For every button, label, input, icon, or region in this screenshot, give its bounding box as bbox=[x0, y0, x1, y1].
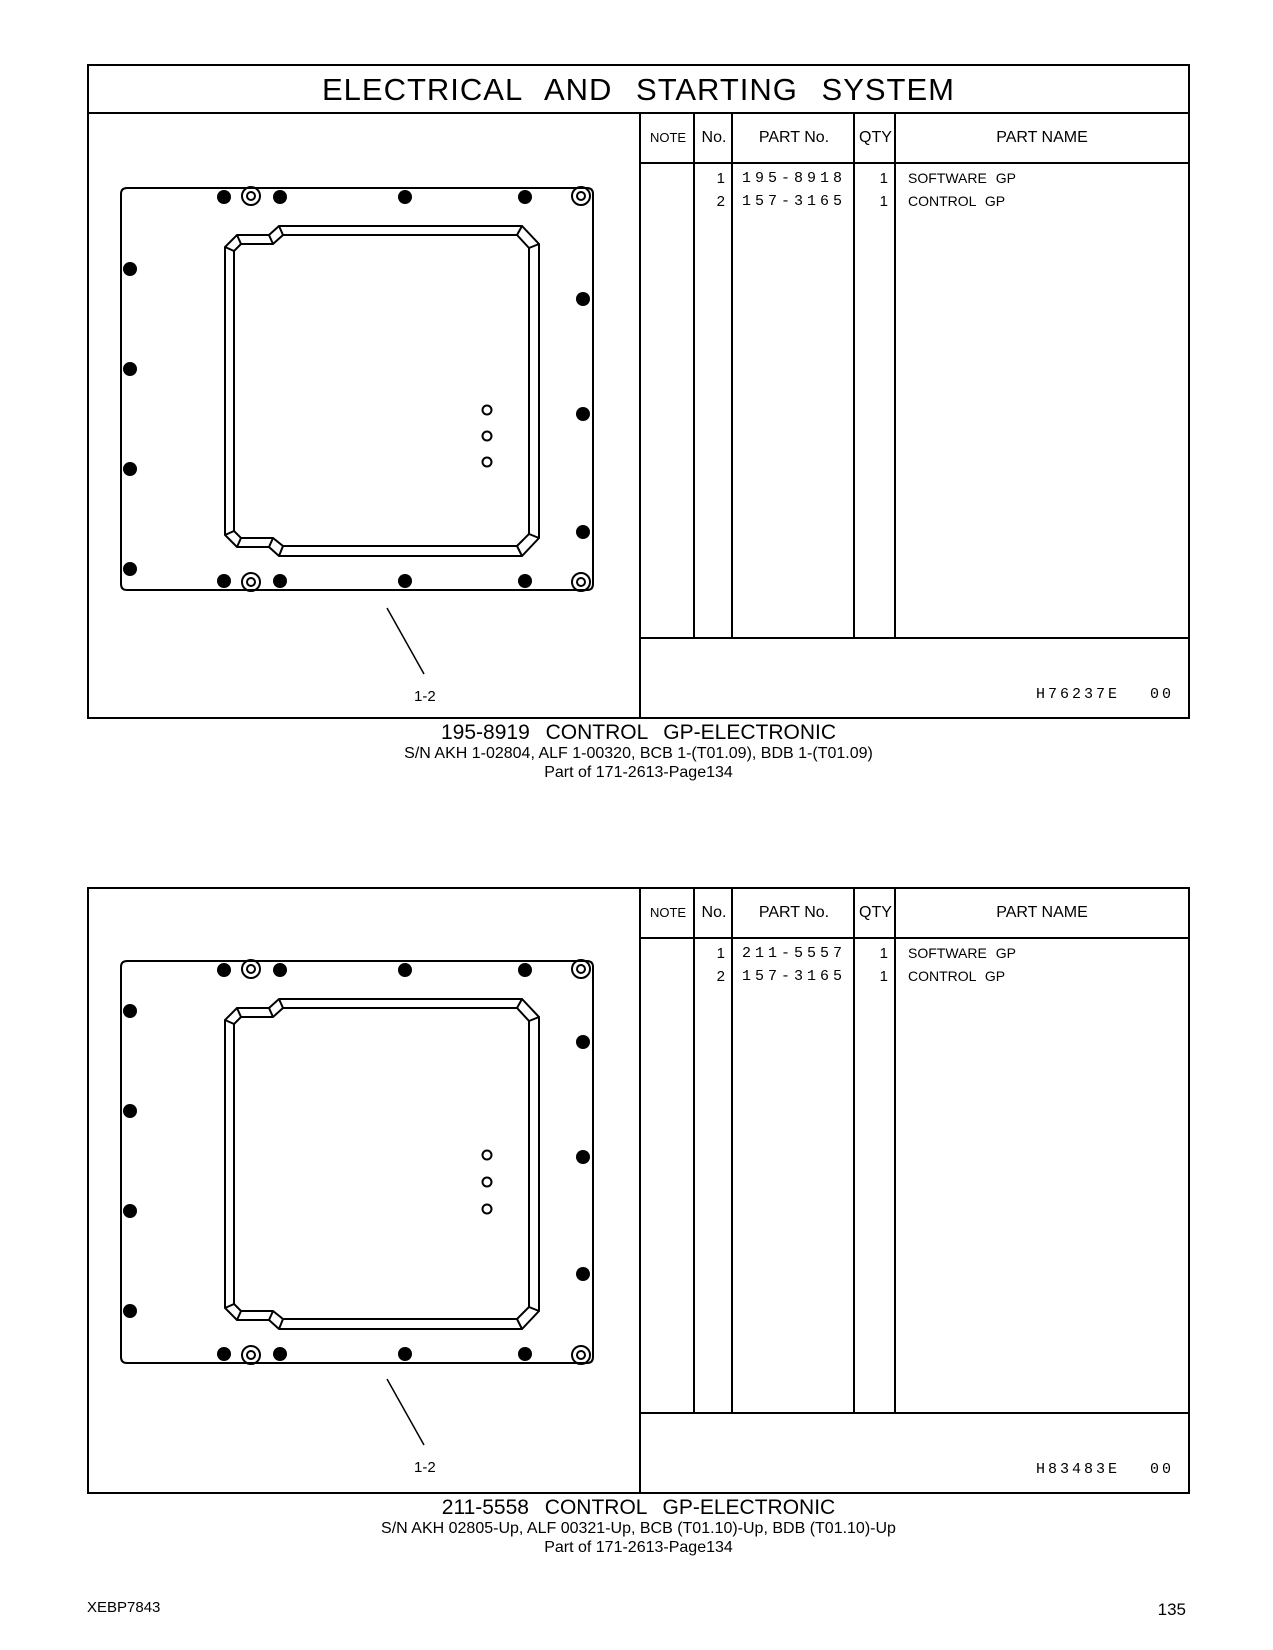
table-body bbox=[641, 937, 1188, 1414]
parts-panel-1 bbox=[87, 64, 1190, 719]
item-number: 2 bbox=[716, 968, 725, 985]
table-row bbox=[641, 942, 1188, 965]
part-name: CONTROL GP bbox=[908, 193, 1006, 209]
table-row bbox=[641, 965, 1188, 988]
header-part-no: PART No. bbox=[758, 129, 830, 146]
table-header bbox=[641, 889, 1188, 939]
quantity: 1 bbox=[879, 945, 888, 962]
callout-label: 1-2 bbox=[414, 688, 436, 705]
control-module-drawing bbox=[89, 889, 639, 1494]
drawing-code: H76237E 00 bbox=[1035, 686, 1174, 703]
drawing-revision: 00 bbox=[1149, 1461, 1174, 1478]
table-row bbox=[641, 167, 1188, 190]
quantity: 1 bbox=[879, 193, 888, 210]
table-body bbox=[641, 162, 1188, 639]
header-part-name: PART NAME bbox=[996, 129, 1088, 146]
page-number: 135 bbox=[1157, 1600, 1186, 1619]
group-caption-2 bbox=[87, 1497, 1190, 1557]
group-caption-1 bbox=[87, 722, 1190, 782]
part-name: SOFTWARE GP bbox=[908, 945, 1016, 961]
caption-serial-numbers: S/N AKH 1-02804, ALF 1-00320, BCB 1-(T01.09), BDB 1-(T01.09) bbox=[404, 745, 873, 762]
item-number: 1 bbox=[716, 945, 725, 962]
drawing-revision: 00 bbox=[1149, 686, 1174, 703]
header-no: No. bbox=[701, 129, 727, 146]
caption-part-of: Part of 171-2613-Page134 bbox=[544, 764, 733, 781]
ecm-illustration bbox=[89, 889, 639, 1494]
part-number: 211-5557 bbox=[741, 945, 846, 962]
item-number: 2 bbox=[716, 193, 725, 210]
quantity: 1 bbox=[879, 170, 888, 187]
part-number: 157-3165 bbox=[741, 193, 846, 210]
header-no: No. bbox=[701, 904, 727, 921]
header-qty: QTY bbox=[859, 904, 892, 921]
part-name: SOFTWARE GP bbox=[908, 170, 1016, 186]
caption-serial-numbers: S/N AKH 02805-Up, ALF 00321-Up, BCB (T01.10)-Up, BDB (T01.10)-Up bbox=[381, 1520, 896, 1537]
table-header bbox=[641, 114, 1188, 164]
item-number: 1 bbox=[716, 170, 725, 187]
section-title: ELECTRICAL AND STARTING SYSTEM bbox=[89, 66, 1188, 114]
ecm-illustration bbox=[89, 114, 639, 719]
control-module-drawing bbox=[89, 114, 639, 719]
header-note: NOTE bbox=[649, 905, 687, 920]
parts-list-table bbox=[639, 114, 1188, 717]
header-part-name: PART NAME bbox=[996, 904, 1088, 921]
caption-title: 195-8919 CONTROL GP-ELECTRONIC bbox=[441, 721, 836, 744]
parts-list-table bbox=[639, 889, 1188, 1492]
caption-part-of: Part of 171-2613-Page134 bbox=[544, 1539, 733, 1556]
header-qty: QTY bbox=[859, 129, 892, 146]
header-note: NOTE bbox=[649, 130, 687, 145]
part-name: CONTROL GP bbox=[908, 968, 1006, 984]
header-part-no: PART No. bbox=[758, 904, 830, 921]
caption-title: 211-5558 CONTROL GP-ELECTRONIC bbox=[441, 1496, 836, 1519]
table-row bbox=[641, 190, 1188, 213]
callout-label: 1-2 bbox=[414, 1459, 436, 1476]
parts-panel-2 bbox=[87, 887, 1190, 1494]
part-number: 195-8918 bbox=[741, 170, 846, 187]
document-number: XEBP7843 bbox=[87, 1599, 161, 1616]
part-number: 157-3165 bbox=[741, 968, 846, 985]
quantity: 1 bbox=[879, 968, 888, 985]
drawing-code: H83483E 00 bbox=[1035, 1461, 1174, 1478]
